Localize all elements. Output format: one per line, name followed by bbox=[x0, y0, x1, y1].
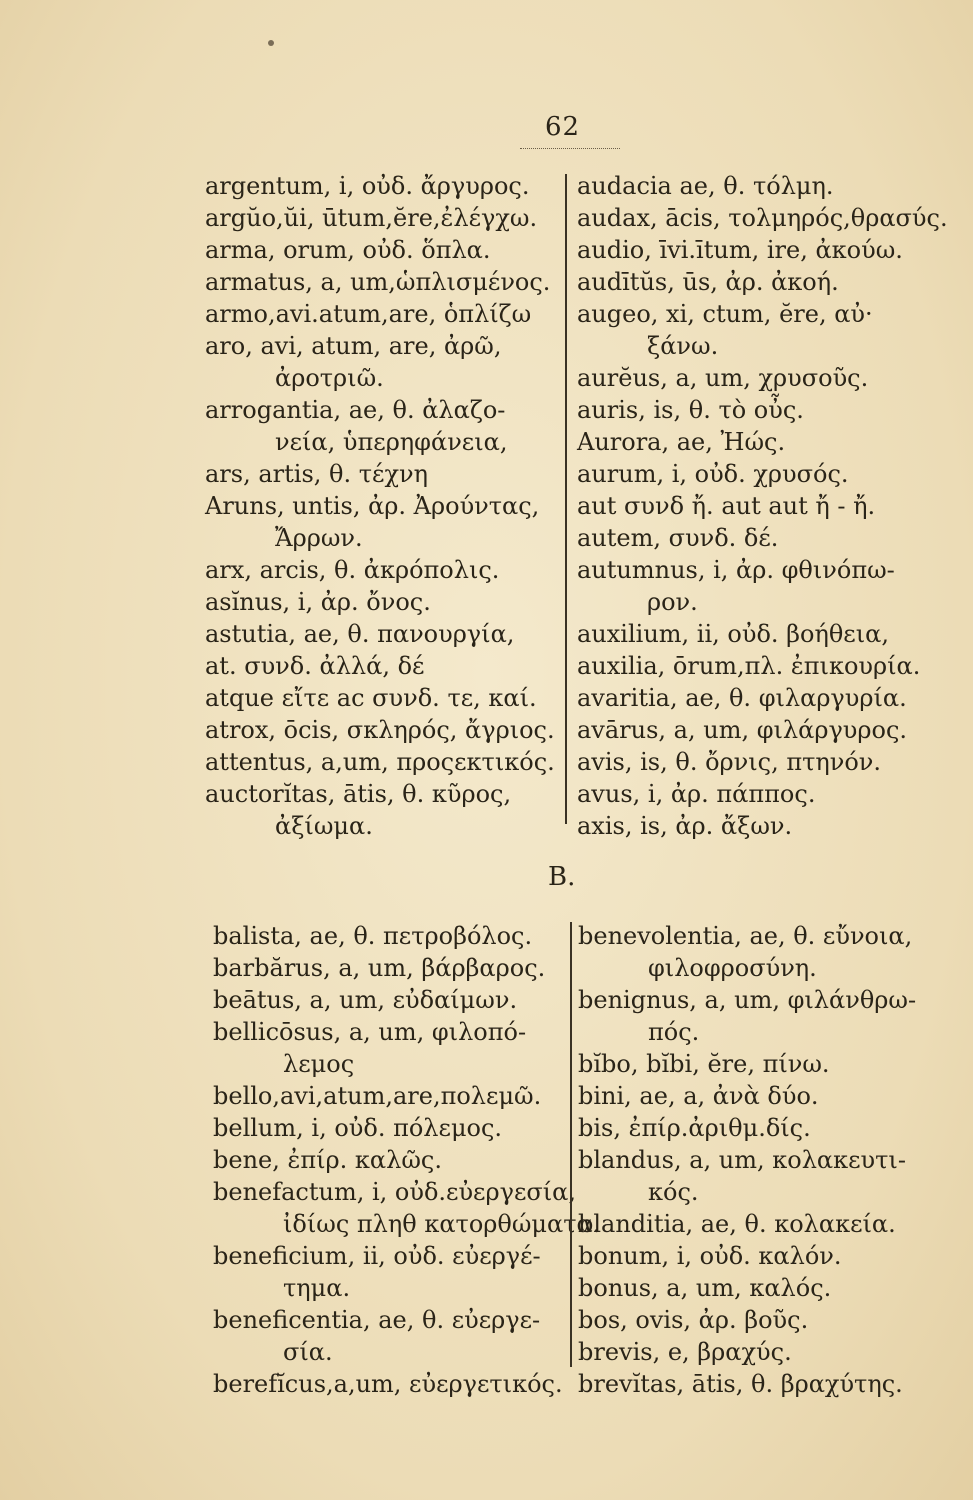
dictionary-entry: ars, artis, θ. τέχνη bbox=[205, 460, 428, 488]
dictionary-entry: aurĕus, a, um, χρυσοῦς. bbox=[577, 364, 869, 392]
entry-continuation: ἀξίωμα. bbox=[275, 812, 373, 840]
dictionary-entry: benevolentia, ae, θ. εὔνοια, bbox=[578, 922, 913, 950]
dictionary-entry: axis, is, ἀρ. ἄξων. bbox=[577, 812, 793, 840]
dictionary-entry: argŭo,ŭi, ūtum,ĕre,ἐλέγχω. bbox=[205, 204, 538, 232]
dictionary-entry: astutia, ae, θ. πανουργία, bbox=[205, 620, 515, 648]
dictionary-entry: bello,avi,atum,are,πολεμῶ. bbox=[213, 1082, 542, 1110]
dictionary-entry: benefactum, i, οὐδ.εὐεργεσία, bbox=[213, 1178, 576, 1206]
entry-continuation: τημα. bbox=[283, 1274, 351, 1302]
dictionary-entry: attentus, a,um, προςεκτικός. bbox=[205, 748, 555, 776]
dictionary-entry: augeo, xi, ctum, ĕre, αὐ· bbox=[577, 300, 873, 328]
section-letter: B. bbox=[548, 862, 576, 892]
dictionary-entry: autumnus, i, ἀρ. φθινόπω- bbox=[577, 556, 895, 584]
dictionary-entry: autem, συνδ. δέ. bbox=[577, 524, 779, 552]
dictionary-entry: atrox, ōcis, σκληρός, ἄγριος. bbox=[205, 716, 555, 744]
entry-continuation: κός. bbox=[648, 1178, 699, 1206]
dictionary-entry: at. συνδ. ἀλλά, δέ bbox=[205, 652, 425, 680]
dictionary-entry: blandus, a, um, κολακευτι- bbox=[578, 1146, 906, 1174]
dictionary-entry: barbărus, a, um, βάρβαρος. bbox=[213, 954, 546, 982]
section-a-left-column bbox=[205, 170, 555, 842]
section-b-left-column bbox=[213, 920, 601, 1400]
dictionary-entry: armo,avi.atum,are, ὁπλίζω bbox=[205, 300, 532, 328]
entry-continuation: φιλοφροσύνη. bbox=[648, 954, 817, 982]
page-number-rule bbox=[520, 148, 620, 149]
dictionary-entry: auctorĭtas, ātis, θ. κῦρος, bbox=[205, 780, 512, 808]
section-a-right-column bbox=[577, 170, 948, 842]
dictionary-entry: auxilia, ōrum,πλ. ἐπικουρία. bbox=[577, 652, 921, 680]
page-number: 62 bbox=[545, 112, 581, 142]
dictionary-entry: arrogantia, ae, θ. ἀλαζο- bbox=[205, 396, 506, 424]
dictionary-entry: avārus, a, um, φιλάργυρος. bbox=[577, 716, 908, 744]
dictionary-entry: bini, ae, a, ἀνὰ δύο. bbox=[578, 1082, 819, 1110]
dictionary-entry: arma, orum, οὐδ. ὅπλα. bbox=[205, 236, 491, 264]
dictionary-entry: auxilium, ii, οὐδ. βοήθεια, bbox=[577, 620, 889, 648]
column-divider-b bbox=[570, 922, 572, 1367]
dictionary-entry: beātus, a, um, εὐδαίμων. bbox=[213, 986, 518, 1014]
dictionary-entry: atque εἴτε ac συνδ. τε, καί. bbox=[205, 684, 537, 712]
dictionary-entry: avis, is, θ. ὄρνις, πτηνόν. bbox=[577, 748, 882, 776]
entry-continuation: ἀροτριῶ. bbox=[275, 364, 384, 392]
section-b-right-column bbox=[578, 920, 938, 1400]
dictionary-entry: berefĭcus,a,um, εὐεργετικός. bbox=[213, 1370, 563, 1398]
dictionary-entry: audio, īvi.ītum, ire, ἀκούω. bbox=[577, 236, 903, 264]
dictionary-entry: Aruns, untis, ἀρ. Ἀρούντας, bbox=[205, 492, 540, 520]
dictionary-entry: audacia ae, θ. τόλμη. bbox=[577, 172, 834, 200]
entry-continuation: πός. bbox=[648, 1018, 700, 1046]
ink-dot bbox=[268, 40, 274, 46]
dictionary-entry: beneficium, ii, οὐδ. εὐεργέ- bbox=[213, 1242, 541, 1270]
dictionary-entry: Aurora, ae, Ἠώς. bbox=[577, 428, 786, 456]
dictionary-entry: balista, ae, θ. πετροβόλος. bbox=[213, 922, 533, 950]
dictionary-entry: aro, avi, atum, are, ἀρῶ, bbox=[205, 332, 502, 360]
entry-continuation: σία. bbox=[283, 1338, 333, 1366]
dictionary-entry: aurum, i, οὐδ. χρυσός. bbox=[577, 460, 849, 488]
dictionary-entry: asĭnus, i, ἀρ. ὄνος. bbox=[205, 588, 431, 616]
dictionary-entry: bonus, a, um, καλός. bbox=[578, 1274, 832, 1302]
column-divider-a bbox=[565, 174, 567, 824]
dictionary-entry: bene, ἐπίρ. καλῶς. bbox=[213, 1146, 442, 1174]
dictionary-entry: bĭbo, bĭbi, ĕre, πίνω. bbox=[578, 1050, 830, 1078]
dictionary-entry: beneficentia, ae, θ. εὐεργε- bbox=[213, 1306, 541, 1334]
dictionary-entry: bellum, i, οὐδ. πόλεμος. bbox=[213, 1114, 503, 1142]
dictionary-entry: benignus, a, um, φιλάνθρω- bbox=[578, 986, 917, 1014]
dictionary-entry: audax, ācis, τολμηρός,θρασύς. bbox=[577, 204, 948, 232]
entry-continuation: Ἄρρων. bbox=[275, 524, 363, 552]
dictionary-entry: brevis, e, βραχύς. bbox=[578, 1338, 792, 1366]
dictionary-entry: aut συνδ ἤ. aut aut ἤ - ἤ. bbox=[577, 492, 876, 520]
entry-continuation: νεία, ὑπερηφάνεια, bbox=[275, 428, 508, 456]
entry-continuation: ξάνω. bbox=[647, 332, 719, 360]
dictionary-entry: bonum, i, οὐδ. καλόν. bbox=[578, 1242, 842, 1270]
dictionary-entry: argentum, i, οὐδ. ἄργυρος. bbox=[205, 172, 530, 200]
dictionary-entry: bis, ἐπίρ.ἀριθμ.δίς. bbox=[578, 1114, 811, 1142]
dictionary-entry: blanditia, ae, θ. κολακεία. bbox=[578, 1210, 896, 1238]
dictionary-entry: bellicōsus, a, um, φιλοπό- bbox=[213, 1018, 527, 1046]
dictionary-entry: auris, is, θ. τὸ οὖς. bbox=[577, 396, 804, 424]
dictionary-entry: bos, ovis, ἀρ. βοῦς. bbox=[578, 1306, 809, 1334]
dictionary-entry: audītŭs, ūs, ἀρ. ἀκοή. bbox=[577, 268, 839, 296]
dictionary-entry: avus, i, ἀρ. πάππος. bbox=[577, 780, 816, 808]
entry-continuation: ἰδίως πληθ κατορθώματα. bbox=[283, 1210, 601, 1238]
dictionary-entry: armatus, a, um,ὡπλισμένος. bbox=[205, 268, 551, 296]
dictionary-entry: avaritia, ae, θ. φιλαργυρία. bbox=[577, 684, 907, 712]
entry-continuation: ρον. bbox=[647, 588, 698, 616]
dictionary-entry: arx, arcis, θ. ἀκρόπολις. bbox=[205, 556, 500, 584]
entry-continuation: λεμος bbox=[283, 1050, 355, 1078]
dictionary-entry: brevĭtas, ātis, θ. βραχύτης. bbox=[578, 1370, 903, 1398]
